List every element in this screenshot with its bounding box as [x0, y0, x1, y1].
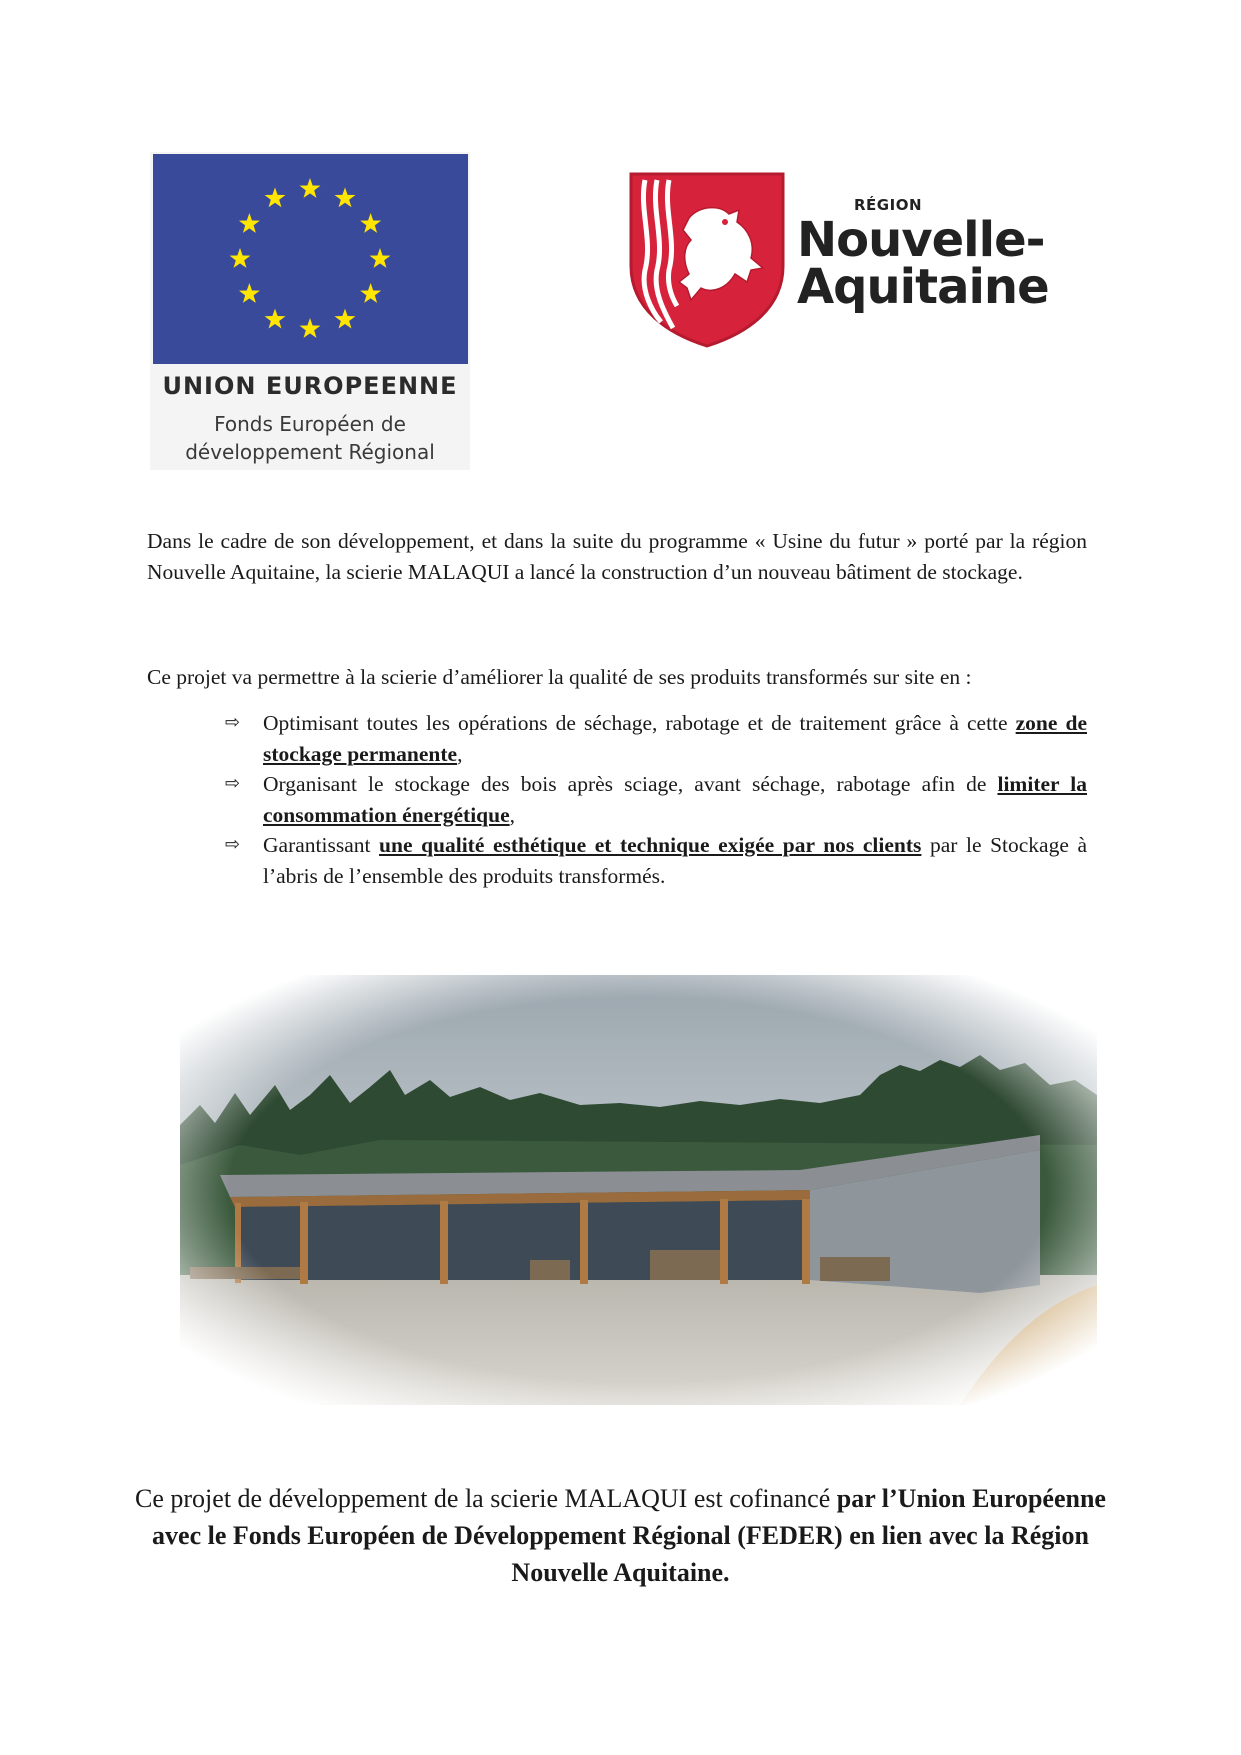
- region-small-label: RÉGION: [854, 196, 922, 214]
- cofinancing-text-bold: par l’Union Européenne avec le Fonds Européen de Développement Régional (FEDER) en lien avec la Région Nouvelle Aquitaine.: [152, 1484, 1106, 1587]
- arrow-right-icon: ⇨: [225, 834, 241, 855]
- region-name-line1: Nouvelle-: [797, 212, 1045, 268]
- eu-title: UNION EUROPEENNE: [162, 372, 458, 400]
- arrow-right-icon: ⇨: [225, 773, 241, 794]
- list-item: [225, 830, 1087, 891]
- intro-paragraph: Dans le cadre de son développement, et dans la suite du programme « Usine du futur » porté par la région Nouvelle Aquitaine, la scierie MALAQUI a lancé la construction d’un nouveau bâtiment de stockage.: [147, 529, 1087, 584]
- cofinancing-text: Ce projet de développement de la scierie MALAQUI est cofinancé: [135, 1484, 837, 1513]
- list-item: [225, 769, 1087, 830]
- lion-shield-icon: [627, 170, 787, 348]
- bullet-emphasis: une qualité esthétique et technique exigée par nos clients: [379, 833, 922, 857]
- bullet-text: Optimisant toutes les opérations de séchage, rabotage et de traitement grâce à cette: [263, 711, 1016, 735]
- eu-logo: [150, 152, 470, 470]
- bullet-text-end: ,: [509, 802, 515, 827]
- storage-building-photo: [180, 975, 1097, 1405]
- region-logo: [627, 170, 1047, 350]
- bullet-text: Organisant le stockage des bois après sciage, avant séchage, rabotage afin de: [263, 772, 998, 796]
- eu-flag-icon: [153, 154, 468, 364]
- benefits-list: [225, 708, 1087, 891]
- project-paragraph: Ce projet va permettre à la scierie d’améliorer la qualité de ses produits transformés sur site en :: [147, 665, 972, 689]
- bullet-text-end: ,: [457, 741, 463, 766]
- bullet-text: Garantissant: [263, 833, 380, 857]
- region-name-line2: Aquitaine: [797, 259, 1049, 315]
- arrow-right-icon: ⇨: [225, 712, 241, 733]
- eu-subtitle-line1: Fonds Européen de: [214, 412, 406, 436]
- eu-subtitle-line2: développement Régional: [185, 440, 435, 464]
- cofinancing-statement: [110, 1480, 1131, 1591]
- bullet-text-end: par le Stockage à l’abris de l’ensemble des produits transformés.: [263, 833, 1088, 888]
- list-item: [225, 708, 1087, 769]
- bullet-emphasis: limiter la consommation énergétique: [263, 772, 1087, 827]
- bullet-emphasis: zone de stockage permanente: [263, 711, 1088, 766]
